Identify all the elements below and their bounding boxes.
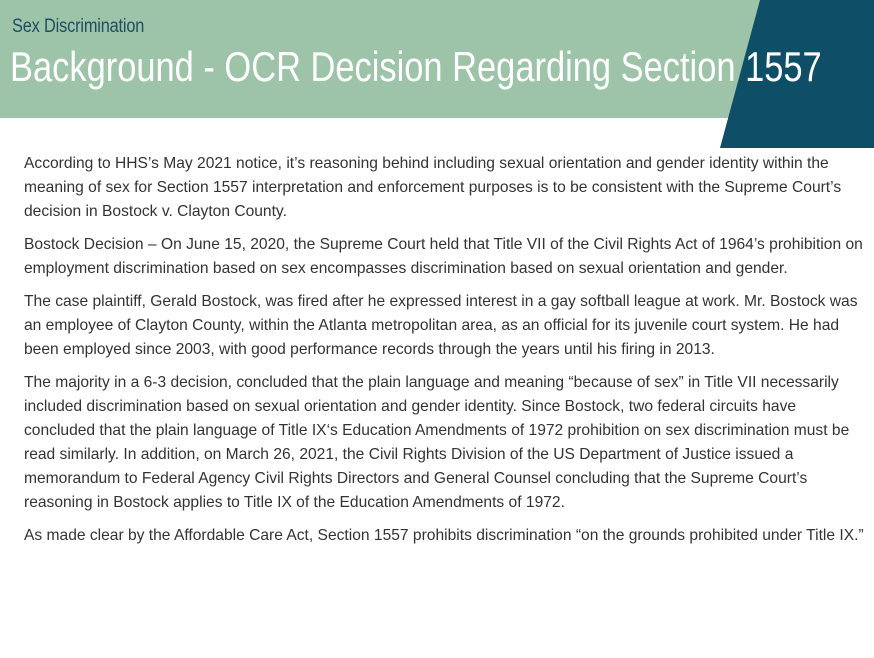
paragraph-case-plaintiff: The case plaintiff, Gerald Bostock, was fired after he expressed interest in a gay softball league at work. Mr. Bostock was an employee of Clayton County, within the Atlanta metropolitan area, as an official for its juvenile court system. He had been employed since 2003, with good performance records through the years until his firing in 2013. <box>24 293 858 358</box>
paragraph-bostock-decision: Bostock Decision – On June 15, 2020, the Supreme Court held that Title VII of the Civil Rights Act of 1964’s prohibition on employment discrimination based on sex encompasses discrimination based on sexual orientation and gender. <box>24 236 863 277</box>
paragraph-hhs-notice: According to HHS’s May 2021 notice, it’s reasoning behind including sexual orientation and gender identity within the meaning of sex for Section 1557 interpretation and enforcement purposes is to be consistent with the Supreme Court’s decision in Bostock v. Clayton County. <box>24 155 842 220</box>
page-title: Background - OCR Decision Regarding Section 1557 <box>10 43 822 90</box>
body-text <box>24 152 864 557</box>
section-kicker: Sex Discrimination <box>12 16 145 37</box>
paragraph-aca-section-1557: As made clear by the Affordable Care Act, Section 1557 prohibits discrimination “on the grounds prohibited under Title IX.” <box>24 527 864 544</box>
paragraph-majority-opinion: The majority in a 6-3 decision, concluded that the plain language and meaning “because of sex” in Title VII necessarily included discrimination based on sexual orientation and gender identity. Since Bostock, two federal circuits have concluded that the plain language of Title IX‘s Education Amendments of 1972 prohibition on sex discrimination must be read similarly. In addition, on March 26, 2021, the Civil Rights Division of the US Department of Justice issued a memorandum to Federal Agency Civil Rights Directors and General Counsel concluding that the Supreme Court’s reasoning in Bostock applies to Title IX of the Education Amendments of 1972. <box>24 374 850 511</box>
